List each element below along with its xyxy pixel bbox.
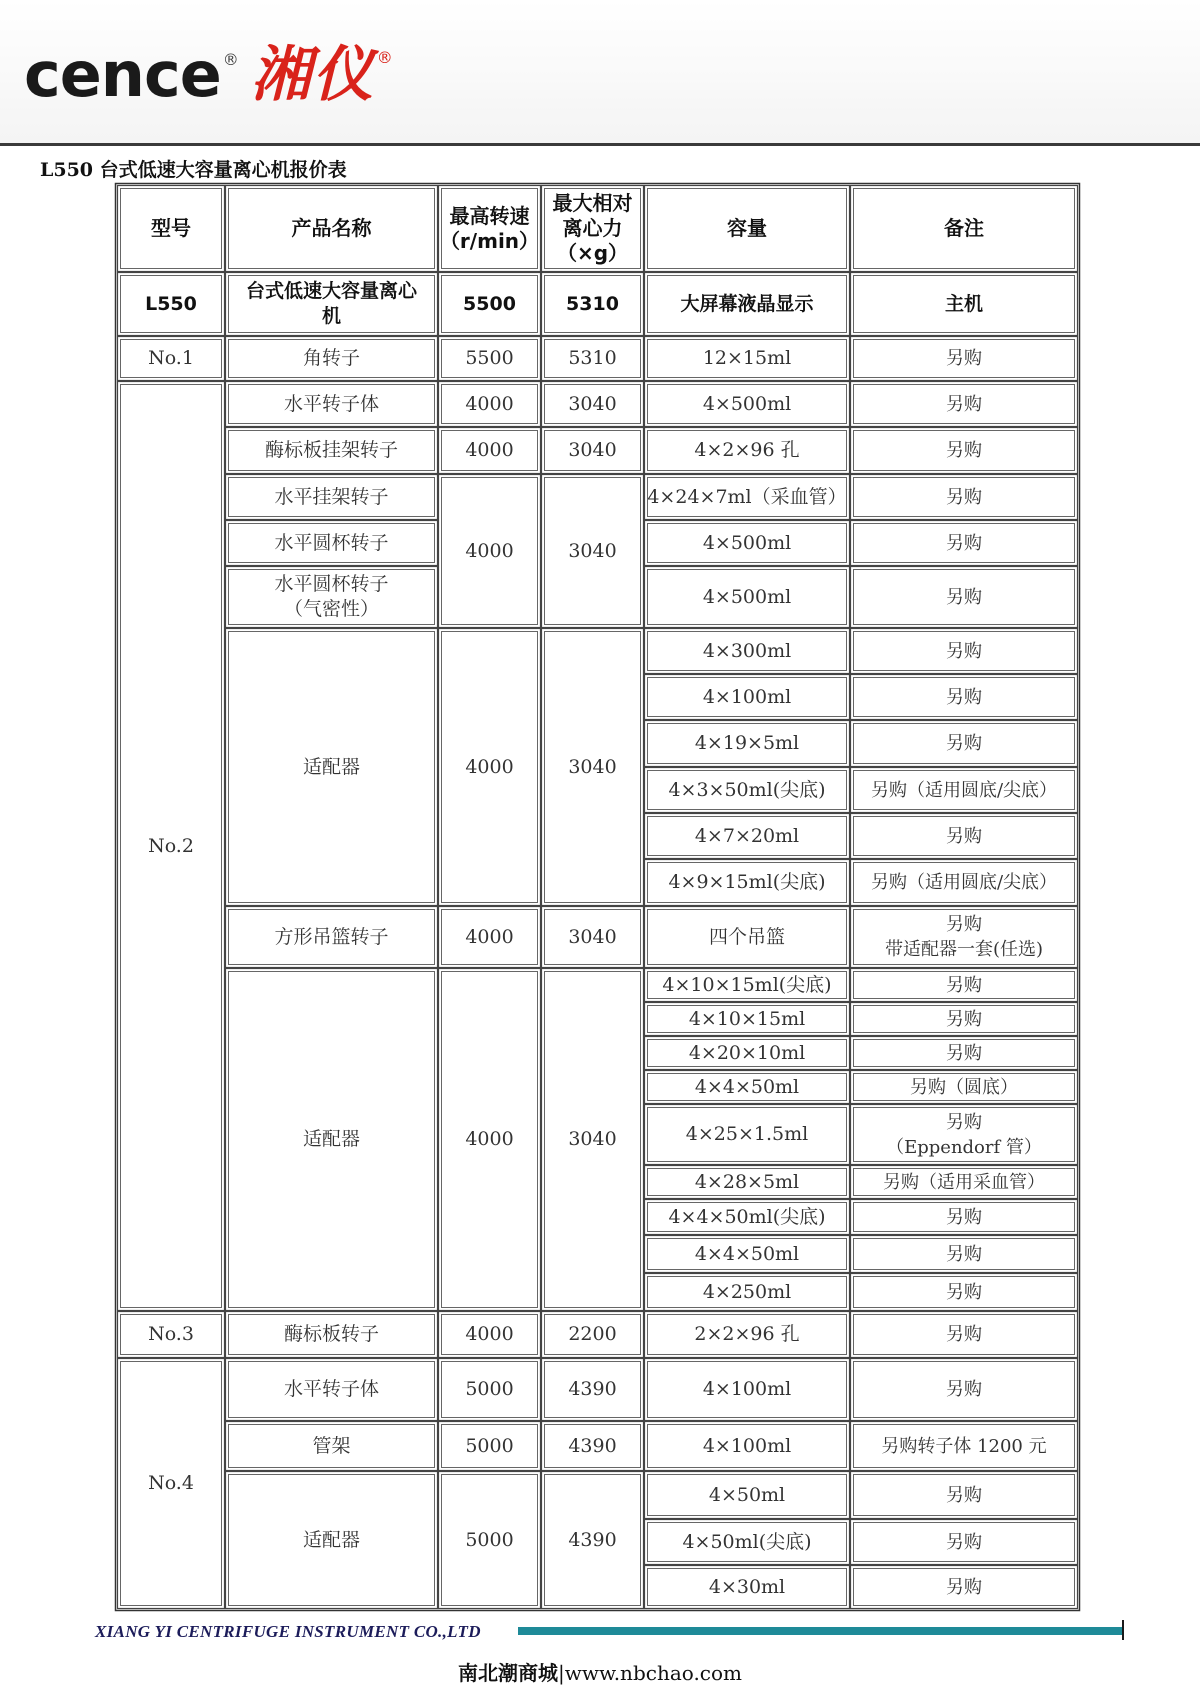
header-capacity: 容量 <box>727 216 767 240</box>
product-name-cell: 管架 <box>312 1434 351 1457</box>
remark-cell: 另购 <box>946 1206 982 1228</box>
remark-cell: 另购 <box>946 974 982 996</box>
remark-cell: 另购 <box>946 1042 982 1064</box>
capacity-cell: 4×19×5ml <box>694 732 800 754</box>
capacity-cell: 4×500ml <box>702 531 792 554</box>
site-name: 南北潮商城 <box>457 1661 558 1685</box>
remark-cell: 另购 <box>946 1324 982 1345</box>
header-max-rcf: 最大相对 离心力 （×g） <box>552 191 633 265</box>
product-name-cell: 水平圆杯转子 （气密性） <box>274 573 389 620</box>
capacity-cell: 4×30ml <box>708 1575 786 1598</box>
remark-cell: 另购 <box>946 1484 982 1506</box>
remark-cell: 另购（适用圆底/尖底） <box>870 872 1058 893</box>
capacity-cell: 4×50ml(尖底) <box>682 1530 812 1553</box>
remark-cell: 另购 <box>946 1576 982 1598</box>
speed-cell: 4000 <box>465 755 514 778</box>
speed-cell: 4000 <box>465 539 514 562</box>
remark-cell: 另购 <box>946 1379 982 1400</box>
capacity-cell: 4×100ml <box>702 1434 792 1457</box>
product-name-cell: 适配器 <box>302 1528 360 1551</box>
header-product-name: 产品名称 <box>291 216 372 240</box>
rcf-cell: 3040 <box>568 439 617 461</box>
product-name-cell: 水平圆杯转子 <box>274 531 389 554</box>
brand-cn-name: 湘仪 <box>250 40 375 110</box>
capacity-cell: 4×100ml <box>702 685 792 708</box>
capacity-cell: 4×50ml <box>708 1483 786 1506</box>
remark-cell: 另购 <box>946 1008 982 1030</box>
product-name-cell: 酶标板挂架转子 <box>264 439 398 461</box>
product-name-cell: 水平挂架转子 <box>274 485 389 508</box>
capacity-cell: 4×250ml <box>702 1280 792 1303</box>
rcf-cell: 3040 <box>568 392 617 415</box>
capacity-cell: 4×28×5ml <box>694 1170 800 1193</box>
capacity-cell: 4×24×7ml（采血管） <box>647 485 847 508</box>
remark-cell: 另购 <box>946 1531 982 1553</box>
speed-cell: 5500 <box>465 347 514 369</box>
remark-cell: 另购 <box>946 532 982 554</box>
main-row-model: L550 <box>145 292 197 315</box>
capacity-cell: 4×300ml <box>702 639 792 662</box>
rcf-cell: 4390 <box>568 1528 617 1551</box>
capacity-cell: 4×100ml <box>702 1378 792 1400</box>
remark-cell: 另购 <box>946 686 982 708</box>
product-name-cell: 水平转子体 <box>283 392 379 415</box>
product-name-cell: 角转子 <box>302 347 360 369</box>
remark-cell: 另购 <box>946 1243 982 1265</box>
remark-cell: 另购 <box>946 640 982 662</box>
rcf-cell: 4390 <box>568 1434 617 1457</box>
speed-cell: 5000 <box>465 1528 514 1551</box>
registered-mark: ® <box>222 50 239 69</box>
brand-name: cence <box>24 38 221 111</box>
speed-cell: 4000 <box>465 1128 514 1150</box>
product-name-cell: 适配器 <box>302 755 360 778</box>
footer-divider <box>1122 1620 1124 1640</box>
capacity-cell: 4×3×50ml(尖底) <box>668 778 826 801</box>
capacity-cell: 4×10×15ml <box>688 1007 806 1030</box>
remark-cell: 另购 <box>946 486 982 508</box>
capacity-cell: 12×15ml <box>702 347 792 369</box>
main-row-max-rcf: 5310 <box>566 292 619 315</box>
rcf-cell: 2200 <box>568 1323 617 1345</box>
capacity-cell: 4×25×1.5ml <box>685 1123 809 1145</box>
rcf-cell: 5310 <box>568 347 617 369</box>
capacity-cell: 4×9×15ml(尖底) <box>668 871 826 893</box>
site-url: www.nbchao.com <box>564 1661 743 1685</box>
remark-cell: 另购（适用圆底/尖底） <box>870 779 1058 801</box>
rcf-cell: 3040 <box>568 1128 617 1150</box>
model-cell: No.2 <box>148 834 194 857</box>
remark-cell: 另购 <box>946 733 982 754</box>
model-cell: No.3 <box>148 1323 194 1345</box>
remark-cell: 另购 <box>946 393 982 415</box>
remark-cell: 另购 <box>946 348 982 369</box>
remark-cell: 另购转子体 1200 元 <box>881 1435 1047 1457</box>
remark-cell: 另购 （Eppendorf 管） <box>886 1111 1042 1158</box>
product-name-cell: 方形吊篮转子 <box>274 925 389 948</box>
model-cell: No.4 <box>148 1472 194 1494</box>
speed-cell: 4000 <box>465 392 514 415</box>
remark-cell: 另购 <box>946 825 982 847</box>
capacity-cell: 4×7×20ml <box>694 824 800 847</box>
remark-cell: 另购 <box>946 440 982 461</box>
capacity-cell: 4×4×50ml <box>694 1075 800 1098</box>
capacity-cell: 四个吊篮 <box>708 925 785 948</box>
remark-cell: 另购 <box>946 586 982 608</box>
product-name-cell: 水平转子体 <box>283 1378 379 1400</box>
header-model: 型号 <box>151 216 191 240</box>
remark-cell: 另购 带适配器一套(任选) <box>884 914 1044 960</box>
footer-company: XIANG YI CENTRIFUGE INSTRUMENT CO.,LTD <box>95 1622 481 1641</box>
rcf-cell: 3040 <box>568 925 617 948</box>
rcf-cell: 3040 <box>568 539 617 562</box>
model-cell: No.1 <box>148 347 194 369</box>
rcf-cell: 3040 <box>568 755 617 778</box>
speed-cell: 4000 <box>465 439 514 461</box>
registered-mark: ® <box>376 48 393 67</box>
header-remark: 备注 <box>944 216 984 240</box>
remark-cell: 另购（适用采血管） <box>883 1171 1045 1193</box>
speed-cell: 4000 <box>465 1323 514 1345</box>
capacity-cell: 4×500ml <box>702 392 792 415</box>
capacity-cell: 4×4×50ml <box>694 1242 800 1265</box>
capacity-cell: 4×4×50ml(尖底) <box>668 1205 826 1228</box>
speed-cell: 5000 <box>465 1378 514 1400</box>
capacity-cell: 4×500ml <box>702 585 792 608</box>
rcf-cell: 4390 <box>568 1378 617 1400</box>
main-row-remark: 主机 <box>944 292 983 315</box>
main-row-capacity: 大屏幕液晶显示 <box>680 292 814 315</box>
main-row-product-name: 台式低速大容量离心 机 <box>245 280 417 327</box>
footer-bar <box>518 1627 1123 1635</box>
capacity-cell: 2×2×96 孔 <box>694 1323 800 1345</box>
speed-cell: 4000 <box>465 925 514 948</box>
remark-cell: 另购 <box>946 1281 982 1303</box>
capacity-cell: 4×10×15ml(尖底) <box>662 973 832 996</box>
header-max-speed: 最高转速 （r/min） <box>439 203 540 253</box>
document-title: L550 台式低速大容量离心机报价表 <box>40 159 347 181</box>
footer-site: 南北潮商城|www.nbchao.com <box>457 1661 743 1685</box>
capacity-cell: 4×20×10ml <box>688 1041 806 1064</box>
product-name-cell: 酶标板转子 <box>283 1323 379 1345</box>
remark-cell: 另购（圆底） <box>910 1076 1018 1098</box>
speed-cell: 5000 <box>465 1434 514 1457</box>
main-row-max-speed: 5500 <box>463 292 516 315</box>
capacity-cell: 4×2×96 孔 <box>694 439 800 461</box>
product-name-cell: 适配器 <box>302 1128 360 1150</box>
